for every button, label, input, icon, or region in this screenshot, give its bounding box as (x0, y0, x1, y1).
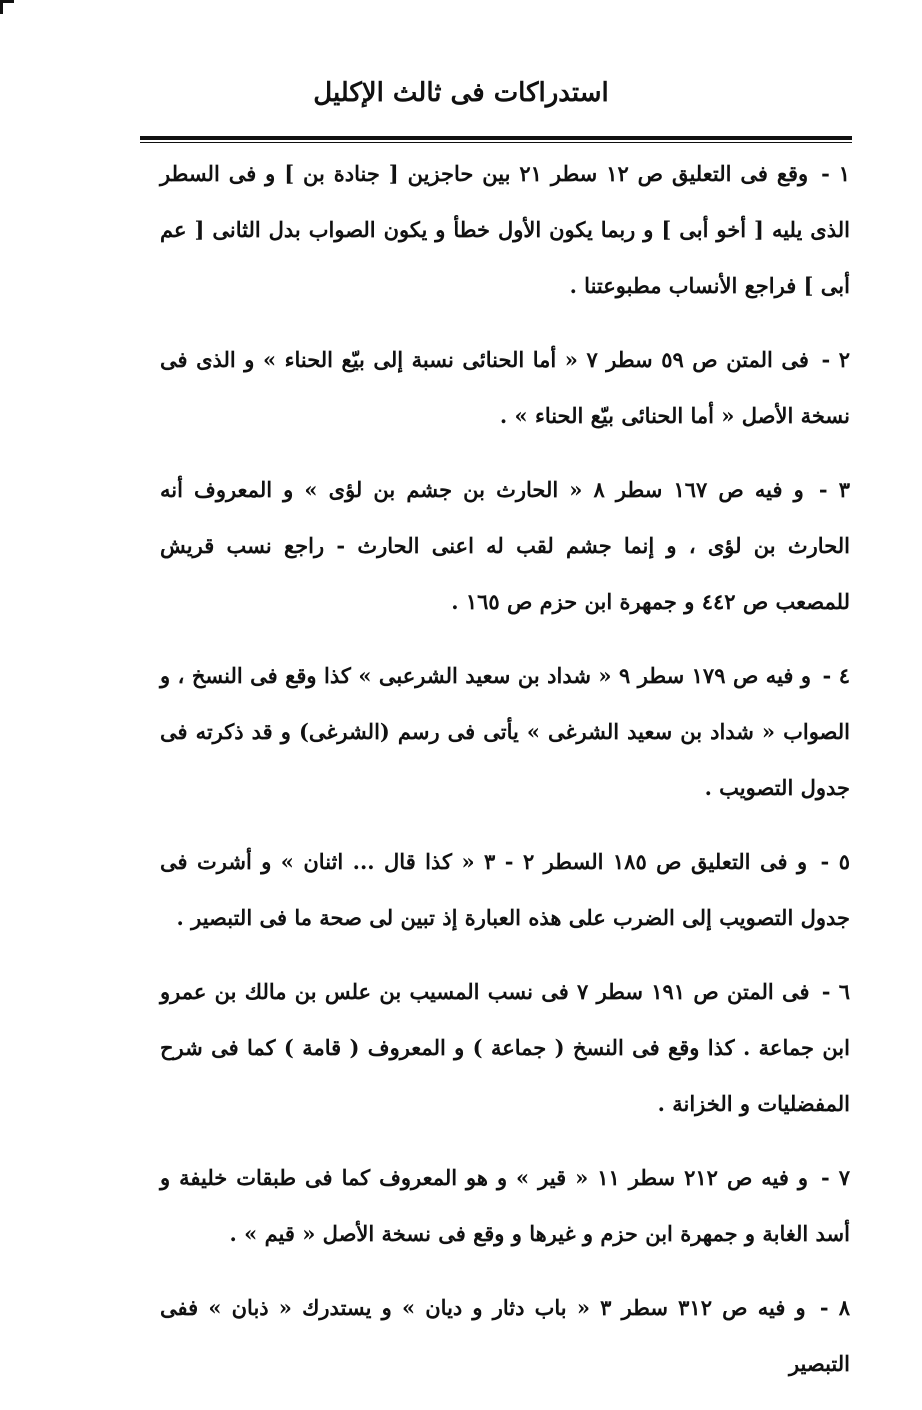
entry-3 (160, 462, 850, 630)
header-rule (140, 136, 852, 144)
entry-number: ٨ - (819, 1295, 851, 1320)
entry-number: ٤ - (822, 663, 850, 688)
header-rule-thin (140, 142, 852, 143)
entry-text: فى المتن ص ٥٩ سطر ٧ « أما الحنائى نسبة إلى بيّع الحناء » و الذى فى نسخة الأصل « أما الحنائى بيّع الحناء » . (160, 347, 850, 428)
entry-number: ٥ - (820, 849, 850, 874)
entry-number: ٢ - (821, 347, 851, 372)
entry-text: وقع فى التعليق ص ١٢ سطر ٢١ بين حاجزين [ جنادة بن ] و فى السطر الذى يليه [ أخو أبى ] و ربما يكون الأول خطأ و يكون الصواب بدل الثانى [ عم أبى ] فراجع الأنساب مطبوعتنا . (160, 161, 850, 298)
entry-5 (160, 834, 850, 946)
entry-text: و فيه ص ١٦٧ سطر ٨ « الحارث بن جشم بن لؤى » و المعروف أنه الحارث بن لؤى ، و إنما جشم لقب له اعنى الحارث - راجع نسب قريش للمصعب ص ٤٤٢ و جمهرة ابن حزم ص ١٦٥ . (160, 477, 850, 614)
entry-number: ١ - (821, 161, 851, 186)
entry-6 (160, 964, 850, 1132)
entry-text: و فيه ص ١٧٩ سطر ٩ « شداد بن سعيد الشرعبى » كذا وقع فى النسخ ، و الصواب « شداد بن سعيد الشرغى » يأتى فى رسم (الشرغى) و قد ذكرته فى جدول التصويب . (160, 663, 850, 800)
entry-2 (160, 332, 850, 444)
entry-8 (160, 1280, 850, 1392)
header-rule-thick (140, 136, 852, 140)
entry-1 (160, 146, 850, 314)
entry-number: ٣ - (818, 477, 851, 502)
entry-text: و فى التعليق ص ١٨٥ السطر ٢ - ٣ « كذا قال ... اثنان » و أشرت فى جدول التصويب إلى الضرب على هذه العبارة إذ تبين لى صحة ما فى التبصير . (160, 849, 850, 930)
entry-text: فى المتن ص ١٩١ سطر ٧ فى نسب المسيب بن علس بن مالك بن عمرو ابن جماعة . كذا وقع فى النسخ ( جماعة ) و المعروف ( قامة ) كما فى شرح المفضليات و الخزانة . (160, 979, 850, 1116)
entry-4 (160, 648, 850, 816)
entry-text: و فيه ص ٣١٢ سطر ٣ « باب دثار و ديان » و يستدرك « ذبان » ففى التبصير (160, 1295, 850, 1376)
entries-list (160, 146, 850, 1410)
entry-number: ٧ - (821, 1165, 851, 1190)
corner-mark (0, 0, 14, 14)
entry-text: و فيه ص ٢١٢ سطر ١١ « قير » و هو المعروف كما فى طبقات خليفة و أسد الغابة و جمهرة ابن حزم و غيرها و وقع فى نسخة الأصل « قيم » . (160, 1165, 850, 1246)
entry-number: ٦ - (821, 979, 851, 1004)
entry-7 (160, 1150, 850, 1262)
page-title: استدراكات فى ثالث الإكليل (313, 78, 609, 108)
